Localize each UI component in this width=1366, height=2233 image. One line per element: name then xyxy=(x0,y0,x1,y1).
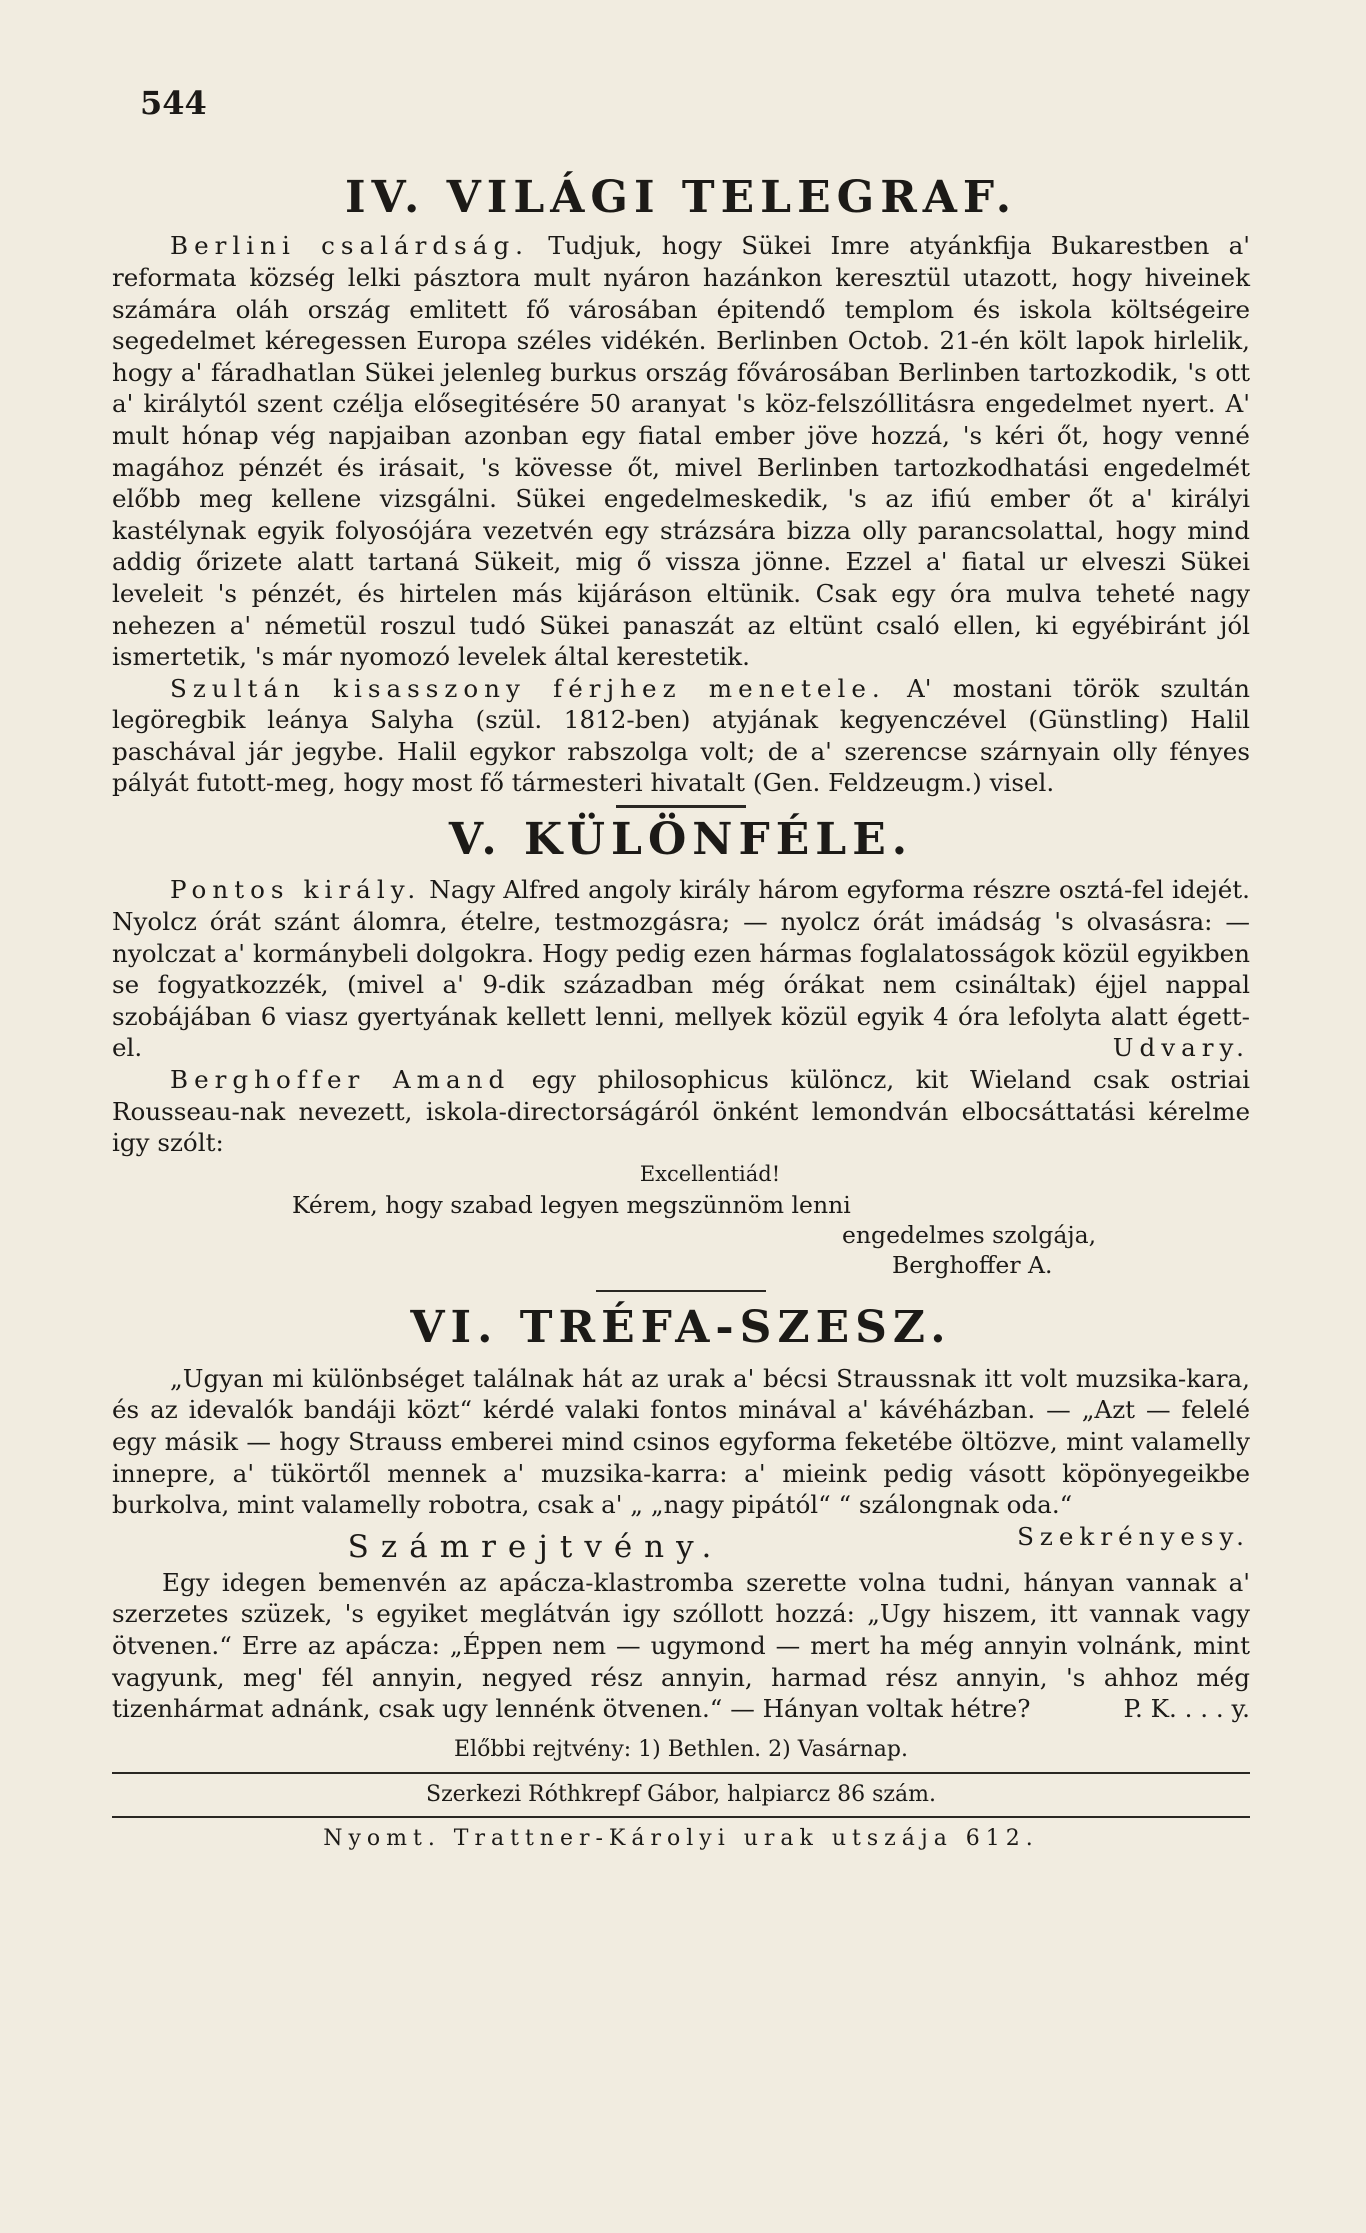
article-title: Berlini csalárdság. xyxy=(170,231,530,261)
article-title: Pontos király. xyxy=(170,875,422,905)
imprint-printer: Nyomt. Trattner-Károlyi urak utszája 612. xyxy=(323,1825,1039,1851)
riddle-block xyxy=(112,1567,1250,1725)
article-text: Tudjuk, hogy Sükei Imre atyánkfija Bukarestben a' reformata község lelki pásztora mult nyáron hazánkon keresztül utazott, hogy hiveinek számára oláh ország emlitett fő városában épitendő templom és iskola költségeire segedelmet kéregessen Europa széles vidékén. Berlinben Octob. 21-én költ lapok hirlelik, hogy a' fáradhatlan Sükei jelenleg burkus ország fővárosában Berlinben tartozkodik, 's ott a' királytól szent czélja elősegitésére 50 aranyat 's köz-felszóllitásra engedelmet nyert. A' mult hónap vég napjaiban azonban egy fiatal ember jöve hozzá, 's kéri őt, hogy venné magához pénzét és irásait, 's kövesse őt, mivel Berlinben tartozkodhatási engedelmét előbb meg kellene vizsgálni. Sükei engedelmeskedik, 's az ifiú ember őt a' királyi kastélynak egyik folyosójára vezetvén egy strázsára bizza olly parancsolattal, hogy mind addig őrizete alatt tartaná Sükeit, mig ő vissza jönne. Ezzel a' fiatal ur elveszi Sükei leveleit 's pénzét, és hirtelen más kijáráson eltünik. Csak egy óra mulva teheté nagy nehezen a' németül roszul tudó Sükei panaszát az eltünt csaló ellen, ki egyébiránt jól ismertetik, 's már nyomozó levelek által kerestetik. xyxy=(112,231,1250,672)
article-pontos-kiraly xyxy=(112,874,1250,1064)
article-signature: Udvary. xyxy=(1112,1033,1250,1063)
letter-closing: engedelmes szolgája, xyxy=(842,1221,1097,1250)
letter-body: Kérem, hogy szabad legyen megszünnöm lenni xyxy=(292,1191,851,1220)
riddle-signature: P. K. . . . y. xyxy=(1123,1694,1250,1724)
article-text: A' mostani török szultán legöregbik leánya Salyha (szül. 1812-ben) atyjának kegyenczével (Günstling) Halil paschával jár jegybe. Halil egykor rabszolga volt; de a' szerencse szárnyain olly fényes pályát futott-meg, hogy most fő tármesteri hivatalt (Gen. Feldzeugm.) visel. xyxy=(112,673,1250,798)
article-text: Nagy Alfred angoly király három egyforma részre osztá-fel idejét. Nyolcz órát szánt álomra, ételre, testmozgásra; — nyolcz órát imádság 's olvasásra: — nyolczat a' kormánybeli dolgokra. Hogy pedig ezen hármas foglalatosságok közül egyikben se fogyatkozzék, (mivel a' 9-dik században még órákat nem csináltak) éjjel nappal szobájában 6 viasz gyertyának kellett lenni, mellyek közül egyik 4 óra lefolyta alatt égett-el. xyxy=(112,875,1250,1063)
riddle-title: Számrejtvény. xyxy=(347,1528,724,1565)
quoted-letter xyxy=(112,1159,1250,1281)
imprint-editor: Szerkezi Róthkrepf Gábor, halpiarcz 86 szám. xyxy=(426,1781,936,1807)
section-heading-kulonfele: V. KÜLÖNFÉLE. xyxy=(448,814,914,866)
article-title: Szultán kisasszony férjhez menetele. xyxy=(170,673,886,703)
letter-signature: Berghoffer A. xyxy=(892,1251,1053,1280)
article-text: egy philosophicus különcz, kit Wieland csak ostriai Rousseau-nak nevezett, iskola-directorságáról önként lemondván elbocsáttatási kérelme igy szólt: xyxy=(112,1065,1251,1158)
section-heading-trefa-szesz: VI. TRÉFA-SZESZ. xyxy=(410,1302,952,1354)
footer-rule xyxy=(112,1772,1250,1774)
section-divider xyxy=(616,805,746,808)
article-text: „Ugyan mi különbséget találnak hát az urak a' bécsi Straussnak itt volt muzsika-kara, és az idevalók bandáji közt“ kérdé valaki fontos minával a' kávéházban. — „Azt — felelé egy másik — hogy Strauss emberei mind csinos egyforma feketébe öltözve, mint valamelly innepre, a' tükörtől mennek a' muzsika-karra: a' mieink pedig vásott köpönyegeikbe burkolva, mint valamelly robotra, csak a' „ „nagy pipától“ “ szálongnak oda.“ xyxy=(112,1363,1250,1520)
section-heading-vilagi-telegraf: IV. VILÁGI TELEGRAF. xyxy=(344,172,1018,223)
footer-rule xyxy=(112,1816,1250,1818)
previous-riddle-answer: Előbbi rejtvény: 1) Bethlen. 2) Vasárnap. xyxy=(453,1736,908,1762)
page-number: 544 xyxy=(140,84,207,122)
article-signature: Szekrényesy. xyxy=(1017,1521,1250,1551)
article-berghoffer xyxy=(112,1064,1250,1159)
article-szultan-kisasszony xyxy=(112,673,1250,799)
article-berlini-csalardsag xyxy=(112,230,1250,672)
letter-salutation: Excellentiád! xyxy=(639,1161,781,1186)
riddle-text: Egy idegen bemenvén az apácza-klastromba szerette volna tudni, hányan vannak a' szerzetes szüzek, 's egyiket meglátván igy szóllott hozzá: „Ugy hiszem, itt vannak vagy ötvenen.“ Erre az apácza: „Éppen nem — ugymond — mert ha még annyin volnánk, mint vagyunk, meg' fél annyin, negyed rész annyin, harmad rész annyin, 's ahhoz még tizenhármat adnánk, csak ugy lennénk ötvenen.“ — Hányan voltak hétre? P. K. . . . y. xyxy=(112,1567,1250,1724)
article-title: Berghoffer Amand xyxy=(170,1065,511,1095)
section-divider xyxy=(596,1290,766,1292)
